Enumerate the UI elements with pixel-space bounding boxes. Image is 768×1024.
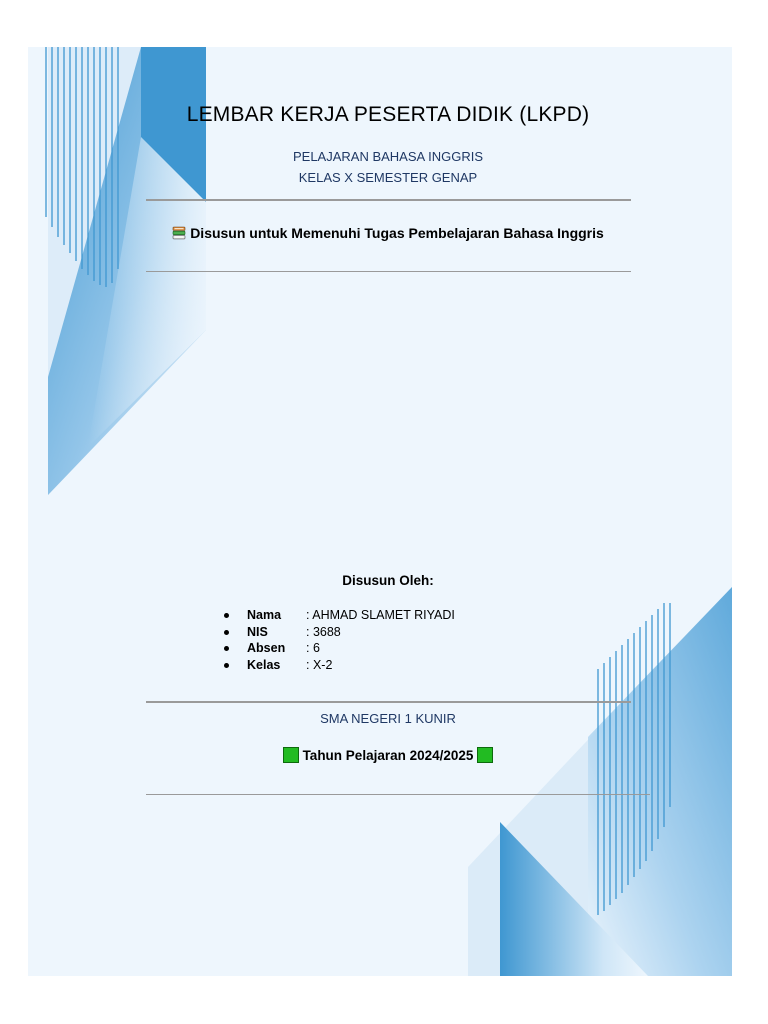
school-name: SMA NEGERI 1 KUNIR xyxy=(320,711,456,726)
books-icon xyxy=(172,226,186,240)
bullet-icon xyxy=(224,646,229,651)
divider-bottom xyxy=(146,794,650,795)
purpose-text: Disusun untuk Memenuhi Tugas Pembelajaran Bahasa Inggris xyxy=(190,225,604,241)
bullet-icon xyxy=(224,630,229,635)
divider-school xyxy=(146,701,631,703)
info-label: Nama xyxy=(247,608,282,622)
subject-subtitle: PELAJARAN BAHASA INGGRIS xyxy=(292,149,483,164)
info-label: NIS xyxy=(247,624,268,639)
green-square-icon xyxy=(283,747,299,763)
info-label: Absen xyxy=(247,641,286,655)
green-square-icon xyxy=(477,747,493,763)
info-value: : AHMAD SLAMET RIYADI xyxy=(306,608,455,622)
divider-purpose xyxy=(146,271,631,272)
info-value: : 6 xyxy=(306,641,320,655)
academic-year-line xyxy=(28,747,732,763)
author-heading: Disusun Oleh: xyxy=(342,573,434,588)
class-semester-subtitle: KELAS X SEMESTER GENAP xyxy=(298,170,478,185)
decorative-background xyxy=(28,47,732,976)
info-label: Kelas xyxy=(247,657,281,672)
bullet-icon xyxy=(224,613,229,618)
divider-top xyxy=(146,199,631,201)
purpose-line xyxy=(28,225,732,241)
info-value: : 3688 xyxy=(306,624,341,639)
bullet-icon xyxy=(224,663,229,668)
document-title: LEMBAR KERJA PESERTA DIDIK (LKPD) xyxy=(186,103,590,126)
document-page xyxy=(28,47,732,976)
academic-year-text: Tahun Pelajaran 2024/2025 xyxy=(302,748,474,763)
info-value: : X-2 xyxy=(306,657,333,672)
